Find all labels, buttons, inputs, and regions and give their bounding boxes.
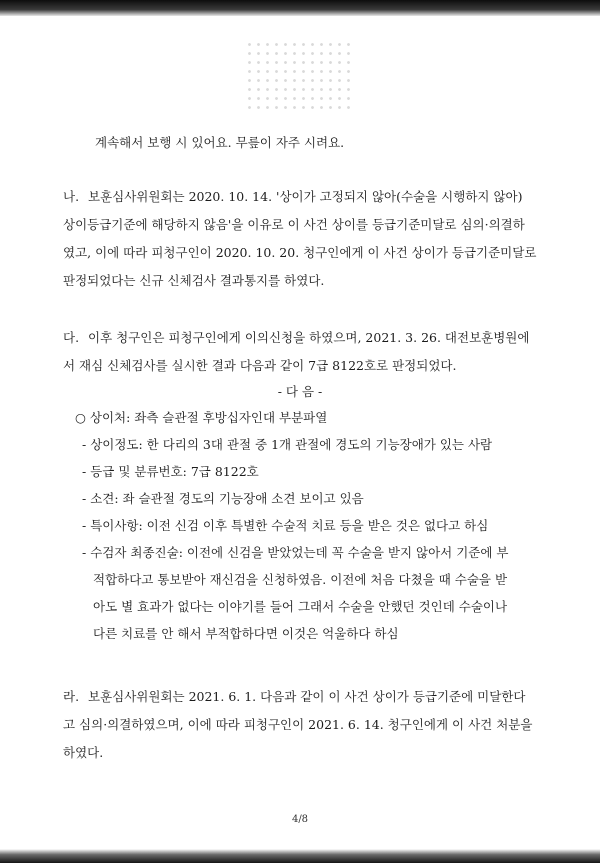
- paragraph-label: 나.: [63, 189, 80, 204]
- paragraph-line: 고 심의·의결하였으며, 이에 따라 피청구인이 2021. 6. 14. 청구인에게 이 사건 처분을: [63, 717, 533, 732]
- statement-item: - 수검자 최종진술: 이전에 신검을 받았었는데 꼭 수술을 받지 않아서 기준에 부: [82, 545, 509, 560]
- detail-item: - 상이정도: 한 다리의 3대 관절 중 1개 관절에 경도의 기능장애가 있는 사람: [82, 437, 493, 452]
- injury-site-item: ○ 상이처: 좌측 슬관절 후방십자인대 부분파열: [75, 410, 328, 425]
- paragraph-line: 상이등급기준에 해당하지 않음'을 이유로 이 사건 상이를 등급기준미달로 심의·의결하: [63, 217, 525, 232]
- detail-item: - 소견: 좌 슬관절 경도의 기능장애 소견 보이고 있음: [82, 491, 364, 506]
- paragraph-line: 하였다.: [63, 745, 104, 760]
- detail-item: - 특이사항: 이전 신검 이후 특별한 수술적 치료 등을 받은 것은 없다고 하심: [82, 518, 489, 533]
- section-heading: - 다 음 -: [277, 384, 323, 399]
- paragraph-line: 보훈심사위원회는 2020. 10. 14. '상이가 고정되지 않아(수술을 시행하지 않아): [88, 189, 523, 204]
- faded-header-mark: [245, 40, 355, 110]
- paragraph-line: 서 재심 신체검사를 실시한 결과 다음과 같이 7급 8122호로 판정되었다.: [63, 358, 457, 373]
- paragraph-line: 보훈심사위원회는 2021. 6. 1. 다음과 같이 이 사건 상이가 등급기준에 미달한다: [88, 689, 526, 704]
- paragraph-line: 이후 청구인은 피청구인에게 이의신청을 하였으며, 2021. 3. 26. 대전보훈병원에: [88, 330, 530, 345]
- paragraph-line: 판정되었다는 신규 신체검사 결과통지를 하였다.: [63, 273, 325, 288]
- paragraph-line: 였고, 이에 따라 피청구인이 2020. 10. 20. 청구인에게 이 사건 상이가 등급기준미달로: [63, 245, 537, 260]
- statement-continuation: 아도 별 효과가 없다는 이야기를 들어 그래서 수술을 안했던 것인데 수술이나: [93, 599, 508, 614]
- detail-item: - 등급 및 분류번호: 7급 8122호: [82, 464, 259, 479]
- statement-continuation: 다른 치료를 안 해서 부적합하다면 이것은 억울하다 하심: [93, 626, 399, 641]
- page-number: 4/8: [291, 814, 309, 825]
- paragraph-label: 라.: [63, 689, 80, 704]
- continuation-text: 계속해서 보행 시 있어요. 무릎이 자주 시려요.: [95, 135, 345, 150]
- scan-bottom-edge: [0, 849, 600, 863]
- paragraph-label: 다.: [63, 330, 80, 345]
- statement-continuation: 적합하다고 통보받아 재신검을 신청하였음. 이전에 처음 다쳤을 때 수술을 받: [93, 572, 508, 587]
- scan-top-edge: [0, 0, 600, 16]
